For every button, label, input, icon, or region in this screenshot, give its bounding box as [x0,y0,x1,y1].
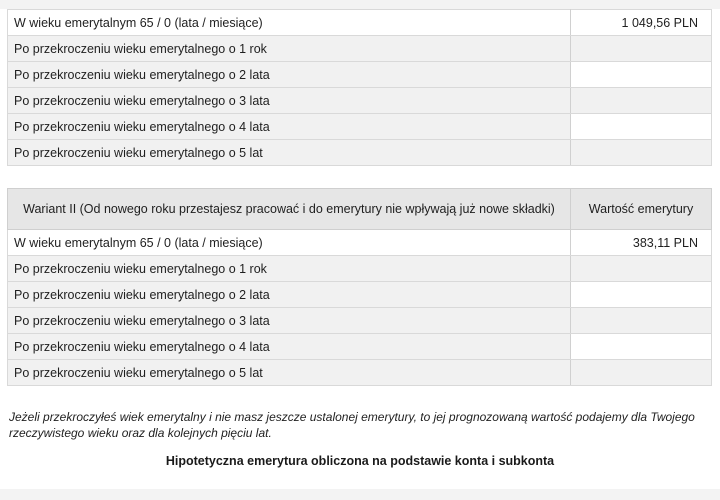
row-label: Po przekroczeniu wieku emerytalnego o 4 lata [8,334,571,360]
row-label: W wieku emerytalnym 65 / 0 (lata / miesiące) [8,230,571,256]
pension-value [571,256,712,282]
pension-value [571,334,712,360]
bottom-strip [0,489,720,500]
table-row [8,62,712,88]
pension-value [571,360,712,386]
table-row [8,140,712,166]
pension-value [571,36,712,62]
pension-value [571,114,712,140]
table-row [8,36,712,62]
table-row [8,114,712,140]
table-row [8,308,712,334]
variant2-table [7,188,712,386]
table-row [8,88,712,114]
table-row [8,282,712,308]
row-label: Po przekroczeniu wieku emerytalnego o 5 lat [8,140,571,166]
variant1-table [7,9,712,166]
section-heading: Hipotetyczna emerytura obliczona na podstawie konta i subkonta [165,454,555,468]
pension-value: 383,11 PLN [571,230,712,256]
pension-value [571,88,712,114]
row-label: Po przekroczeniu wieku emerytalnego o 1 rok [8,256,571,282]
value-column-header: Wartość emerytury [571,189,712,230]
table-header-row [8,189,712,230]
table-row [8,360,712,386]
table-row [8,10,712,36]
top-strip [0,0,720,9]
variant2-title: Wariant II (Od nowego roku przestajesz pracować i do emerytury nie wpływają już nowe składki) [8,189,571,230]
row-label: Po przekroczeniu wieku emerytalnego o 3 lata [8,88,571,114]
row-label: Po przekroczeniu wieku emerytalnego o 2 lata [8,282,571,308]
row-label: Po przekroczeniu wieku emerytalnego o 4 lata [8,114,571,140]
row-label: Po przekroczeniu wieku emerytalnego o 3 lata [8,308,571,334]
row-label: Po przekroczeniu wieku emerytalnego o 2 lata [8,62,571,88]
pension-value [571,308,712,334]
row-label: W wieku emerytalnym 65 / 0 (lata / miesiące) [8,10,571,36]
pension-value [571,140,712,166]
table-row [8,334,712,360]
row-label: Po przekroczeniu wieku emerytalnego o 1 rok [8,36,571,62]
table-row [8,256,712,282]
pension-value [571,62,712,88]
row-label: Po przekroczeniu wieku emerytalnego o 5 lat [8,360,571,386]
pension-value: 1 049,56 PLN [571,10,712,36]
info-note: Jeżeli przekroczyłeś wiek emerytalny i nie masz jeszcze ustalonej emerytury, to jej prognozowaną wartość podajemy dla Twojego rzeczywistego wieku oraz dla kolejnych pięciu lat. [9,410,695,440]
table-row [8,230,712,256]
pension-value [571,282,712,308]
